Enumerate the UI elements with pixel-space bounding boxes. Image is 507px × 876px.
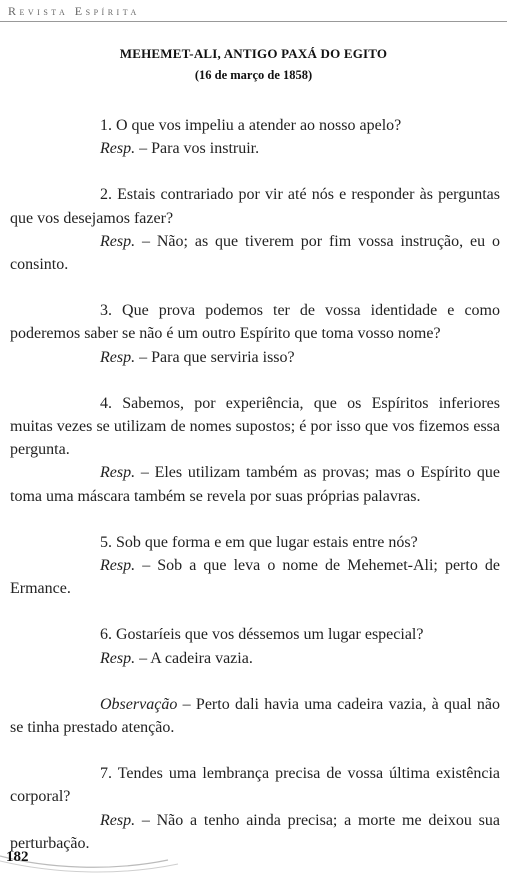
observation — [10, 693, 500, 739]
article-body — [10, 114, 500, 855]
page-number: 182 — [6, 849, 29, 865]
question-6: 6. Gostaríeis que vos déssemos um lugar especial? — [100, 626, 424, 644]
answer-5 — [10, 554, 500, 600]
answer-text: – Não; as que tiverem por fim vossa instrução, eu o consinto. — [10, 232, 500, 274]
resp-label: Resp. — [100, 649, 136, 667]
question-7: 7. Tendes uma lembrança precisa de vossa última existência corporal? — [10, 765, 500, 806]
answer-text: – Sob a que leva o nome de Mehemet-Ali; perto de Ermance. — [10, 557, 500, 598]
footer-swoosh — [0, 838, 190, 876]
question-4: 4. Sabemos, por experiência, que os Espíritos inferiores muitas vezes se utilizam de nomes supostos; é por isso que vos fizemos essa pergunta. — [10, 394, 500, 459]
answer-text: – Não a tenho ainda precisa; a morte me deixou sua perturbação. — [10, 811, 500, 852]
question-2: 2. Estais contrariado por vir até nós e responder às perguntas que vos desejamos fazer? — [10, 186, 500, 227]
resp-label: Resp. — [100, 811, 136, 829]
resp-label: Resp. — [100, 557, 136, 575]
resp-label: Resp. — [100, 140, 136, 158]
answer-text: – Eles utilizam também as provas; mas o Espírito que toma uma máscara também se revela por suas próprias palavras. — [10, 464, 500, 505]
question-1: 1. O que vos impeliu a atender ao nosso apelo? — [100, 117, 402, 134]
header-divider — [0, 21, 507, 22]
article-date: (16 de março de 1858) — [194, 68, 313, 82]
answer-text: – A cadeira vazia. — [135, 649, 253, 667]
answer-1 — [10, 137, 500, 160]
resp-label: Resp. — [100, 348, 136, 366]
observation-text: – Perto dali havia uma cadeira vazia, à qual não se tinha prestado atenção. — [10, 695, 500, 737]
answer-3 — [10, 346, 500, 369]
resp-label: Resp. — [100, 464, 136, 482]
running-header: Revista Espírita — [8, 4, 140, 18]
answer-6 — [10, 647, 500, 670]
question-3: 3. Que prova podemos ter de vossa identidade e como poderemos saber se não é um outro Espírito que toma vosso nome? — [10, 302, 500, 343]
answer-text: – Para que serviria isso? — [135, 348, 295, 366]
answer-4 — [10, 461, 500, 507]
question-5: 5. Sob que forma e em que lugar estais entre nós? — [100, 533, 418, 551]
observation-label: Observação — [100, 695, 178, 713]
answer-2 — [10, 230, 500, 276]
answer-text: – Para vos instruir. — [135, 140, 260, 158]
article-title: MEHEMET-ALI, ANTIGO PAXÁ DO EGITO — [119, 46, 388, 61]
resp-label: Resp. — [100, 232, 136, 250]
